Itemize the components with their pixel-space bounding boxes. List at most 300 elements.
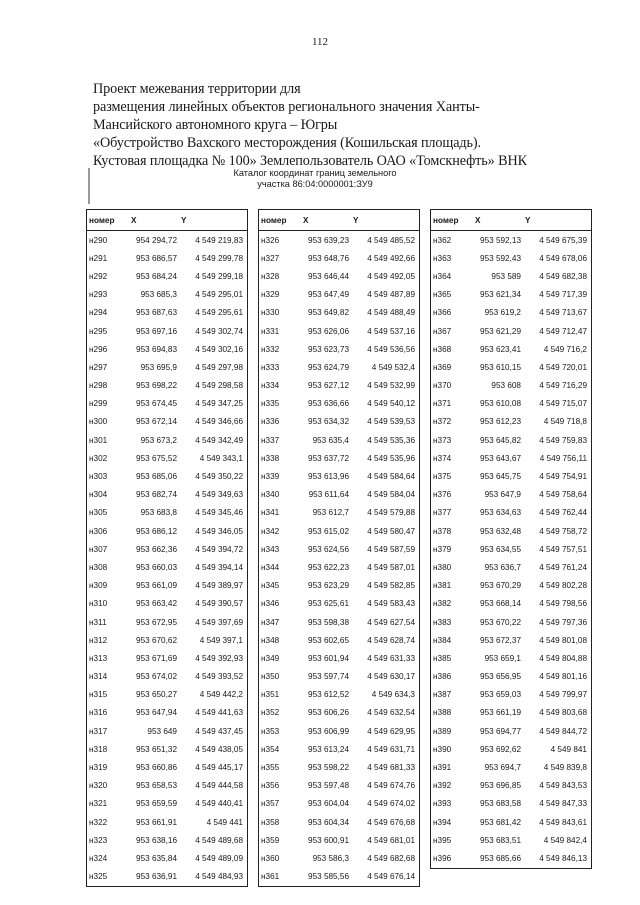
point-number: н382: [433, 599, 452, 609]
x-coordinate: 953 670,29: [480, 581, 521, 591]
y-coordinate: 4 549 587,01: [367, 562, 415, 572]
y-coordinate: 4 549 676,68: [367, 817, 415, 827]
y-coordinate: 4 549 219,83: [195, 235, 243, 245]
table-row: [259, 777, 420, 795]
table-row: [87, 413, 248, 431]
header-number: номер: [259, 210, 298, 231]
table-row: [87, 868, 248, 887]
x-coordinate: 953 634,55: [480, 544, 521, 554]
x-coordinate: 953 697,16: [136, 326, 177, 336]
point-number: н319: [89, 763, 108, 773]
y-coordinate: 4 549 394,14: [195, 562, 243, 572]
table-row: [431, 322, 592, 340]
document-heading: [93, 80, 613, 170]
x-coordinate: 953 600,91: [308, 835, 349, 845]
y-coordinate: 4 549 397,69: [195, 617, 243, 627]
y-coordinate: 4 549 584,04: [367, 490, 415, 500]
x-coordinate: 953 663,42: [136, 599, 177, 609]
point-number: н388: [433, 708, 452, 718]
x-coordinate: 953 683,51: [480, 835, 521, 845]
y-coordinate: 4 549 347,25: [195, 399, 243, 409]
x-coordinate: 953 615,02: [308, 526, 349, 536]
x-coordinate: 953 632,48: [480, 526, 521, 536]
table-row: [431, 377, 592, 395]
table-row: [431, 577, 592, 595]
table-row: [431, 831, 592, 849]
table-row: [259, 267, 420, 285]
x-coordinate: 953 683,8: [140, 508, 177, 518]
point-number: н321: [89, 799, 108, 809]
y-coordinate: 4 549 678,06: [539, 253, 587, 263]
table-row: [87, 595, 248, 613]
x-coordinate: 953 658,53: [136, 781, 177, 791]
point-number: н335: [261, 399, 280, 409]
x-coordinate: 953 585,56: [308, 872, 349, 882]
y-coordinate: 4 549 718,8: [543, 417, 587, 427]
table-row: [259, 686, 420, 704]
x-coordinate: 953 670,62: [136, 635, 177, 645]
table-row: [259, 831, 420, 849]
point-number: н346: [261, 599, 280, 609]
x-coordinate: 953 673,2: [140, 435, 177, 445]
header-y: Y: [179, 210, 248, 231]
table-row: [431, 631, 592, 649]
y-coordinate: 4 549 804,88: [539, 653, 587, 663]
x-coordinate: 953 650,27: [136, 690, 177, 700]
point-number: н377: [433, 508, 452, 518]
y-coordinate: 4 549 843,53: [539, 781, 587, 791]
table-row: [259, 431, 420, 449]
point-number: н358: [261, 817, 280, 827]
point-number: н316: [89, 708, 108, 718]
point-number: н343: [261, 544, 280, 554]
y-coordinate: 4 549 843,61: [539, 817, 587, 827]
point-number: н292: [89, 271, 108, 281]
y-coordinate: 4 549 390,57: [195, 599, 243, 609]
point-number: н378: [433, 526, 452, 536]
point-number: н297: [89, 362, 108, 372]
header-x: X: [125, 210, 179, 231]
point-number: н322: [89, 817, 108, 827]
point-number: н396: [433, 853, 452, 863]
point-number: н363: [433, 253, 452, 263]
table-row: [259, 722, 420, 740]
y-coordinate: 4 549 346,05: [195, 526, 243, 536]
x-coordinate: 953 612,23: [480, 417, 521, 427]
point-number: н307: [89, 544, 108, 554]
table-row: [259, 467, 420, 485]
point-number: н296: [89, 344, 108, 354]
y-coordinate: 4 549 798,56: [539, 599, 587, 609]
point-number: н345: [261, 581, 280, 591]
y-coordinate: 4 549 716,2: [543, 344, 587, 354]
table-row: [87, 304, 248, 322]
y-coordinate: 4 549 717,39: [539, 290, 587, 300]
y-coordinate: 4 549 582,85: [367, 581, 415, 591]
point-number: н395: [433, 835, 452, 845]
x-coordinate: 953 647,49: [308, 290, 349, 300]
table-row: [259, 849, 420, 867]
x-coordinate: 953 672,95: [136, 617, 177, 627]
x-coordinate: 953 634,63: [480, 508, 521, 518]
header-y: Y: [523, 210, 592, 231]
point-number: н313: [89, 653, 108, 663]
table-row: [259, 340, 420, 358]
table-row: [259, 413, 420, 431]
table-row: [259, 249, 420, 267]
table-row: [87, 431, 248, 449]
point-number: н349: [261, 653, 280, 663]
y-coordinate: 4 549 442,2: [199, 690, 243, 700]
point-number: н324: [89, 853, 108, 863]
point-number: н298: [89, 381, 108, 391]
x-coordinate: 953 627,12: [308, 381, 349, 391]
point-number: н344: [261, 562, 280, 572]
point-number: н327: [261, 253, 280, 263]
point-number: н369: [433, 362, 452, 372]
table-row: [87, 722, 248, 740]
header-x: X: [469, 210, 523, 231]
table-row: [87, 704, 248, 722]
point-number: н325: [89, 872, 108, 882]
y-coordinate: 4 549 761,24: [539, 562, 587, 572]
table-row: [259, 631, 420, 649]
y-coordinate: 4 549 343,1: [199, 453, 243, 463]
table-row: [431, 413, 592, 431]
point-number: н352: [261, 708, 280, 718]
x-coordinate: 953 660,86: [136, 763, 177, 773]
point-number: н376: [433, 490, 452, 500]
y-coordinate: 4 549 392,93: [195, 653, 243, 663]
table-row: [431, 267, 592, 285]
point-number: н328: [261, 271, 280, 281]
point-number: н318: [89, 744, 108, 754]
x-coordinate: 953 623,73: [308, 344, 349, 354]
point-number: н323: [89, 835, 108, 845]
y-coordinate: 4 549 759,83: [539, 435, 587, 445]
y-coordinate: 4 549 674,02: [367, 799, 415, 809]
point-number: н300: [89, 417, 108, 427]
point-number: н381: [433, 581, 452, 591]
point-number: н354: [261, 744, 280, 754]
point-number: н357: [261, 799, 280, 809]
x-coordinate: 953 687,63: [136, 308, 177, 318]
point-number: н293: [89, 290, 108, 300]
point-number: н374: [433, 453, 452, 463]
x-coordinate: 953 610,08: [480, 399, 521, 409]
table-row: [431, 704, 592, 722]
y-coordinate: 4 549 297,98: [195, 362, 243, 372]
y-coordinate: 4 549 532,4: [371, 362, 415, 372]
x-coordinate: 953 694,7: [484, 763, 521, 773]
point-number: н304: [89, 490, 108, 500]
y-coordinate: 4 549 587,59: [367, 544, 415, 554]
y-coordinate: 4 549 846,13: [539, 853, 587, 863]
table-row: [259, 322, 420, 340]
y-coordinate: 4 549 579,88: [367, 508, 415, 518]
y-coordinate: 4 549 842,4: [543, 835, 587, 845]
table-row: [431, 758, 592, 776]
y-coordinate: 4 549 580,47: [367, 526, 415, 536]
point-number: н295: [89, 326, 108, 336]
x-coordinate: 953 662,36: [136, 544, 177, 554]
y-coordinate: 4 549 629,95: [367, 726, 415, 736]
heading-line: Мансийского автономного круга – Югры: [93, 117, 338, 133]
point-number: н312: [89, 635, 108, 645]
point-number: н350: [261, 672, 280, 682]
table-row: [431, 777, 592, 795]
point-number: н394: [433, 817, 452, 827]
x-coordinate: 953 622,23: [308, 562, 349, 572]
table-row: [431, 304, 592, 322]
x-coordinate: 953 639,23: [308, 235, 349, 245]
table-row: [431, 595, 592, 613]
x-coordinate: 953 601,94: [308, 653, 349, 663]
x-coordinate: 953 656,95: [480, 672, 521, 682]
y-coordinate: 4 549 298,58: [195, 381, 243, 391]
x-coordinate: 953 685,3: [140, 290, 177, 300]
x-coordinate: 953 638,16: [136, 835, 177, 845]
y-coordinate: 4 549 674,76: [367, 781, 415, 791]
x-coordinate: 953 589: [491, 271, 521, 281]
y-coordinate: 4 549 441: [206, 817, 243, 827]
table-row: [87, 286, 248, 304]
x-coordinate: 953 625,61: [308, 599, 349, 609]
table-row: [87, 740, 248, 758]
table-header-row: [431, 210, 592, 231]
point-number: н380: [433, 562, 452, 572]
y-coordinate: 4 549 844,72: [539, 726, 587, 736]
y-coordinate: 4 549 583,43: [367, 599, 415, 609]
y-coordinate: 4 549 630,17: [367, 672, 415, 682]
table-row: [259, 395, 420, 413]
point-number: н387: [433, 690, 452, 700]
y-coordinate: 4 549 437,45: [195, 726, 243, 736]
y-coordinate: 4 549 487,89: [367, 290, 415, 300]
x-coordinate: 953 598,22: [308, 763, 349, 773]
point-number: н360: [261, 853, 280, 863]
y-coordinate: 4 549 631,71: [367, 744, 415, 754]
table-row: [431, 613, 592, 631]
x-coordinate: 953 682,74: [136, 490, 177, 500]
x-coordinate: 953 612,52: [308, 690, 349, 700]
x-coordinate: 953 636,7: [484, 562, 521, 572]
table-row: [259, 304, 420, 322]
table-row: [431, 231, 592, 250]
y-coordinate: 4 549 444,58: [195, 781, 243, 791]
x-coordinate: 953 651,32: [136, 744, 177, 754]
caption-line: участка 86:04:0000001:ЗУ9: [257, 179, 373, 189]
y-coordinate: 4 549 628,74: [367, 635, 415, 645]
header-number: номер: [431, 210, 470, 231]
table-row: [431, 849, 592, 868]
x-coordinate: 953 671,69: [136, 653, 177, 663]
heading-line: «Обустройство Вахского месторождения (Кошильская площадь).: [93, 135, 481, 151]
x-coordinate: 953 624,56: [308, 544, 349, 554]
point-number: н303: [89, 472, 108, 482]
point-number: н314: [89, 672, 108, 682]
point-number: н291: [89, 253, 108, 263]
point-number: н383: [433, 617, 452, 627]
point-number: н342: [261, 526, 280, 536]
x-coordinate: 953 660,03: [136, 562, 177, 572]
x-coordinate: 953 611,64: [308, 490, 349, 500]
point-number: н392: [433, 781, 452, 791]
table-row: [259, 522, 420, 540]
x-coordinate: 953 698,22: [136, 381, 177, 391]
table-header-row: [259, 210, 420, 231]
table-row: [259, 449, 420, 467]
point-number: н386: [433, 672, 452, 682]
table-row: [87, 613, 248, 631]
x-coordinate: 953 672,37: [480, 635, 521, 645]
table-row: [259, 649, 420, 667]
y-coordinate: 4 549 756,11: [539, 453, 587, 463]
table-row: [431, 340, 592, 358]
y-coordinate: 4 549 632,54: [367, 708, 415, 718]
y-coordinate: 4 549 492,05: [367, 271, 415, 281]
x-coordinate: 953 647,94: [136, 708, 177, 718]
y-coordinate: 4 549 393,52: [195, 672, 243, 682]
y-coordinate: 4 549 350,22: [195, 472, 243, 482]
table-row: [259, 377, 420, 395]
table-row: [431, 358, 592, 376]
point-number: н299: [89, 399, 108, 409]
x-coordinate: 953 612,7: [312, 508, 349, 518]
y-coordinate: 4 549 762,44: [539, 508, 587, 518]
table-row: [87, 267, 248, 285]
point-number: н294: [89, 308, 108, 318]
y-coordinate: 4 549 682,38: [539, 271, 587, 281]
header-number: номер: [87, 210, 126, 231]
table-row: [431, 813, 592, 831]
point-number: н330: [261, 308, 280, 318]
x-coordinate: 953 649,82: [308, 308, 349, 318]
x-coordinate: 953 624,79: [308, 362, 349, 372]
point-number: н310: [89, 599, 108, 609]
x-coordinate: 953 696,85: [480, 781, 521, 791]
table-row: [87, 486, 248, 504]
x-coordinate: 953 661,09: [136, 581, 177, 591]
table-row: [87, 340, 248, 358]
table-row: [87, 358, 248, 376]
point-number: н326: [261, 235, 280, 245]
x-coordinate: 953 695,9: [140, 362, 177, 372]
point-number: н340: [261, 490, 280, 500]
table-row: [431, 540, 592, 558]
x-coordinate: 953 683,58: [480, 799, 521, 809]
table-row: [431, 504, 592, 522]
x-coordinate: 953 659,03: [480, 690, 521, 700]
table-row: [431, 649, 592, 667]
point-number: н337: [261, 435, 280, 445]
point-number: н375: [433, 472, 452, 482]
x-coordinate: 953 606,26: [308, 708, 349, 718]
y-coordinate: 4 549 797,36: [539, 617, 587, 627]
table-row: [259, 740, 420, 758]
caption-line: Каталог координат границ земельного: [233, 168, 397, 178]
table-row: [259, 613, 420, 631]
y-coordinate: 4 549 803,68: [539, 708, 587, 718]
x-coordinate: 953 694,83: [136, 344, 177, 354]
y-coordinate: 4 549 489,09: [195, 853, 243, 863]
x-coordinate: 953 643,67: [480, 453, 521, 463]
point-number: н361: [261, 872, 280, 882]
table-row: [259, 868, 420, 887]
point-number: н305: [89, 508, 108, 518]
y-coordinate: 4 549 349,63: [195, 490, 243, 500]
y-coordinate: 4 549 847,33: [539, 799, 587, 809]
point-number: н311: [89, 617, 107, 627]
y-coordinate: 4 549 394,72: [195, 544, 243, 554]
x-coordinate: 953 659,1: [484, 653, 521, 663]
x-coordinate: 953 692,62: [480, 744, 521, 754]
table-header-row: [87, 210, 248, 231]
y-coordinate: 4 549 440,41: [195, 799, 243, 809]
point-number: н301: [89, 435, 108, 445]
x-coordinate: 953 675,52: [136, 453, 177, 463]
x-coordinate: 953 649: [147, 726, 177, 736]
table-row: [87, 522, 248, 540]
x-coordinate: 953 597,48: [308, 781, 349, 791]
y-coordinate: 4 549 295,01: [195, 290, 243, 300]
point-number: н332: [261, 344, 280, 354]
y-coordinate: 4 549 712,47: [539, 326, 587, 336]
y-coordinate: 4 549 540,12: [367, 399, 415, 409]
table-caption: [200, 168, 430, 190]
point-number: н362: [433, 235, 452, 245]
table-row: [87, 686, 248, 704]
y-coordinate: 4 549 802,28: [539, 581, 587, 591]
table-row: [431, 558, 592, 576]
x-coordinate: 953 608: [491, 381, 521, 391]
y-coordinate: 4 549 839,8: [543, 763, 587, 773]
x-coordinate: 953 604,04: [308, 799, 349, 809]
point-number: н308: [89, 562, 108, 572]
y-coordinate: 4 549 631,33: [367, 653, 415, 663]
y-coordinate: 4 549 302,16: [195, 344, 243, 354]
x-coordinate: 953 592,43: [480, 253, 521, 263]
point-number: н331: [261, 326, 280, 336]
x-coordinate: 953 637,72: [308, 453, 349, 463]
point-number: н334: [261, 381, 280, 391]
x-coordinate: 953 636,66: [308, 399, 349, 409]
table-row: [87, 449, 248, 467]
table-row: [87, 249, 248, 267]
y-coordinate: 4 549 681,33: [367, 763, 415, 773]
y-coordinate: 4 549 445,17: [195, 763, 243, 773]
x-coordinate: 954 294,72: [136, 235, 177, 245]
x-coordinate: 953 586,3: [312, 853, 349, 863]
y-coordinate: 4 549 682,68: [367, 853, 415, 863]
x-coordinate: 953 670,22: [480, 617, 521, 627]
y-coordinate: 4 549 299,78: [195, 253, 243, 263]
point-number: н315: [89, 690, 108, 700]
table-row: [87, 558, 248, 576]
y-coordinate: 4 549 584,64: [367, 472, 415, 482]
y-coordinate: 4 549 675,39: [539, 235, 587, 245]
y-coordinate: 4 549 484,93: [195, 872, 243, 882]
table-row: [431, 431, 592, 449]
y-coordinate: 4 549 441,63: [195, 708, 243, 718]
y-coordinate: 4 549 754,91: [539, 472, 587, 482]
table-row: [87, 577, 248, 595]
point-number: н290: [89, 235, 108, 245]
x-coordinate: 953 635,84: [136, 853, 177, 863]
x-coordinate: 953 602,65: [308, 635, 349, 645]
x-coordinate: 953 686,12: [136, 526, 177, 536]
x-coordinate: 953 674,45: [136, 399, 177, 409]
